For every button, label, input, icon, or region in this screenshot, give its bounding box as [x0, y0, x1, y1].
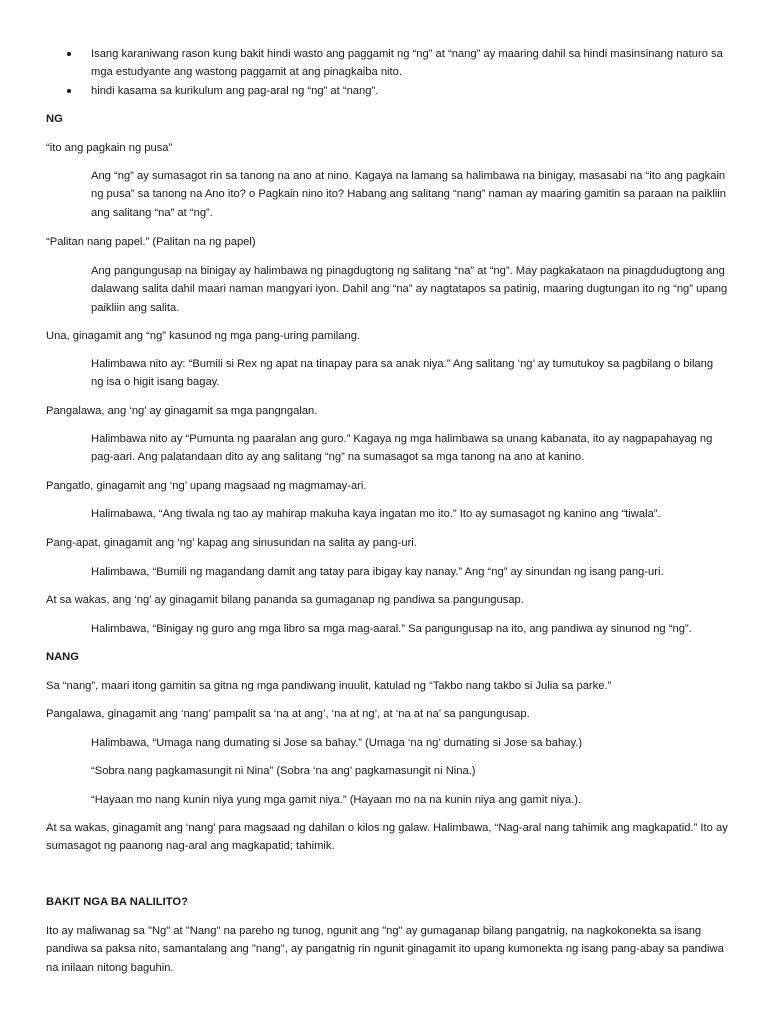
- indented-paragraph: Halimabawa, “Ang tiwala ng tao ay mahirap makuha kaya ingatan mo ito.” Ito ay sumasagot ng kanino ang “tiwala”.: [91, 508, 661, 520]
- section-heading-ng: NG: [46, 113, 63, 125]
- paragraph: “Palitan nang papel.” (Palitan na ng papel): [46, 236, 256, 248]
- indented-paragraph: Ang pangungusap na binigay ay halimbawa ng pinagdugtong ng salitang “na” at “ng”. May pagkakataon na pinagdudugtong ang dalawang salita dahil maari naman mangyari iyon. Dahil ang “na” ay nagtatapos sa patinig, maaring dugtungan ito ng “ng” upang paikliin ang salita.: [91, 265, 728, 314]
- paragraph: Pangalawa, ginagamit ang ‘nang’ pampalit sa ‘na at ang’, ‘na at ng’, at ‘na at na’ sa pangungusap.: [46, 708, 530, 720]
- section-heading-bakit: BAKIT NGA BA NALILITO?: [46, 896, 188, 908]
- paragraph: “ito ang pagkain ng pusa”: [46, 142, 173, 154]
- indented-paragraph: Halimbawa nito ay “Pumunta ng paaralan ang guro.” Kagaya ng mga halimbawa sa unang kabanata, ito ay nagpapahayag ng pag-aari. Ang palatandaan dito ay ang salitang “ng” na sumasagot sa mga tanong na ano at kanino.: [91, 433, 713, 464]
- indented-paragraph: Halimbawa, “Binigay ng guro ang mga libro sa mga mag-aaral.” Sa pangungusap na ito, ang pandiwa ay sinunod ng “ng”.: [91, 623, 692, 635]
- paragraph: At sa wakas, ang ‘ng’ ay ginagamit bilang pananda sa gumaganap ng pandiwa sa pangungusap.: [46, 594, 524, 606]
- bullet-item: Isang karaniwang rason kung bakit hindi wasto ang paggamit ng “ng” at “nang” ay maaring dahil sa hindi masinsinang naturo sa mga estudyante ang wastong paggamit at ang pinagkaiba nito.: [91, 45, 728, 82]
- indented-paragraph: “Hayaan mo nang kunin niya yung mga gamit niya.” (Hayaan mo na na kunin niya ang gamit niya.).: [91, 794, 582, 806]
- indented-paragraph: Halimbawa, “Umaga nang dumating si Jose sa bahay.” (Umaga ‘na ng’ dumating si Jose sa bahay.): [91, 737, 583, 749]
- paragraph: Pang-apat, ginagamit ang ‘ng’ kapag ang sinusundan na salita ay pang-uri.: [46, 537, 417, 549]
- paragraph: Ito ay maliwanag sa "Ng" at "Nang" na pareho ng tunog, ngunit ang "ng" ay gumaganap bilang pangatnig, na nagkokonekta sa isang pandiwa sa paksa nito, samantalang ang "nang", ay pangatnig rin ngunit ginagamit ito upang kumonekta ng isang pang-abay sa pandiwa na inilaan nitong baguhin.: [46, 925, 724, 974]
- indented-paragraph: Halimbawa nito ay: “Bumili si Rex ng apat na tinapay para sa anak niya.” Ang salitang ‘ng’ ay tumutukoy sa pagbilang o bilang ng isa o higit isang bagay.: [91, 358, 714, 389]
- paragraph: Una, ginagamit ang “ng” kasunod ng mga pang-uring pamilang.: [46, 330, 361, 342]
- paragraph: Pangatlo, ginagamit ang ‘ng’ upang magsaad ng magmamay-ari.: [46, 480, 367, 492]
- indented-paragraph: Halimbawa, “Bumili ng magandang damit ang tatay para ibigay kay nanay.” Ang “ng” ay sinundan ng isang pang-uri.: [91, 566, 664, 578]
- bullet-item: hindi kasama sa kurikulum ang pag-aral ng “ng” at “nang”.: [91, 82, 728, 100]
- paragraph: Sa “nang”, maari itong gamitin sa gitna ng mga pandiwang inuulit, katulad ng “Takbo nang takbo si Julia sa parke.”: [46, 680, 612, 692]
- indented-paragraph: “Sobra nang pagkamasungit ni Nina” (Sobra ‘na ang’ pagkamasungit ni Nina.): [91, 765, 476, 777]
- paragraph: Pangalawa, ang ‘ng’ ay ginagamit sa mga pangngalan.: [46, 405, 318, 417]
- section-heading-nang: NANG: [46, 651, 79, 663]
- indented-paragraph: Ang “ng” ay sumasagot rin sa tanong na ano at nino. Kagaya na lamang sa halimbawa na binigay, masasabi na “ito ang pagkain ng pusa” sa tanong na Ano ito? o Pagkain nino ito? Habang ang salitang “nang” naman ay maaring gamitin sa paraan na paikliin ang salitang “na” at “ng”.: [91, 170, 727, 219]
- paragraph: At sa wakas, ginagamit ang ‘nang’ para magsaad ng dahilan o kilos ng galaw. Halimbawa, “Nag-aral nang tahimik ang magkapatid.” Ito ay sumasagot ng paanong nag-aral ang magkapatid; tahimik.: [46, 822, 728, 853]
